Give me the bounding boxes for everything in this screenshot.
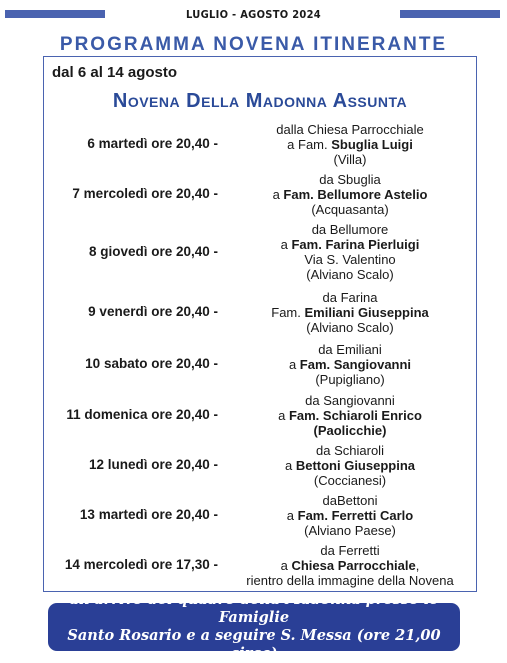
destination-line — [228, 423, 472, 438]
schedule-destination — [228, 342, 472, 387]
destination-line: a Fam. Farina Pierluigi — [280, 237, 420, 252]
destination-line: rientro della immagine della Novena — [246, 573, 454, 588]
family-name: Chiesa Parrocchiale — [291, 558, 416, 573]
destination-line: da Sangiovanni — [305, 393, 395, 408]
family-name: Fam. Farina Pierluigi — [291, 237, 420, 252]
destination-line: da Farina — [322, 290, 378, 305]
destination-line: Fam. Emiliani Giuseppina — [271, 305, 429, 320]
family-name: Bettoni Giuseppina — [295, 458, 415, 473]
schedule-destination — [228, 543, 472, 588]
family-name: Fam. Ferretti Carlo — [297, 508, 414, 523]
family-name: Sbuglia Luigi — [331, 137, 413, 152]
destination-line: dalla Chiesa Parrocchiale — [276, 122, 424, 137]
footer-banner — [48, 591, 460, 662]
destination-line: a Bettoni Giuseppina — [284, 458, 415, 473]
destination-line: da Bellumore — [311, 222, 389, 237]
month-label: LUGLIO - AGOSTO 2024 — [186, 8, 321, 21]
destination-line: (Alviano Scalo) — [306, 320, 394, 335]
destination-line: a Fam. Sangiovanni — [288, 357, 412, 372]
schedule-time: 9 venerdì ore 20,40 - — [88, 304, 218, 319]
destination-line: (Coccianesi) — [313, 473, 387, 488]
destination-line: (Pupigliano) — [315, 372, 385, 387]
destination-line: a Fam. Ferretti Carlo — [286, 508, 414, 523]
family-name: Fam. Schiaroli Enrico — [288, 408, 422, 423]
program-title: PROGRAMMA NOVENA ITINERANTE — [59, 34, 448, 55]
schedule-destination — [228, 443, 472, 488]
schedule-time: 6 martedì ore 20,40 - — [87, 136, 218, 151]
destination-line: (Alviano Paese) — [304, 523, 396, 538]
schedule-time: 12 lunedì ore 20,40 - — [88, 457, 218, 472]
schedule-time: 11 domenica ore 20,40 - — [66, 407, 218, 422]
destination-line: a Fam. Sbuglia Luigi — [287, 137, 413, 152]
family-name: Fam. Bellumore Astelio — [283, 187, 428, 202]
family-name: Emiliani Giuseppina — [304, 305, 429, 320]
destination-line: (Acquasanta) — [311, 202, 389, 217]
dates-range: dal 6 al 14 agosto — [52, 64, 178, 81]
schedule-time: 8 giovedì ore 20,40 - — [88, 244, 218, 259]
destination-line: da Ferretti — [320, 543, 380, 558]
schedule-destination — [228, 172, 472, 217]
schedule-destination — [228, 393, 472, 438]
schedule-destination — [228, 493, 472, 538]
destination-line: da Emiliani — [318, 342, 382, 357]
destination-line: (Villa) — [333, 152, 367, 167]
schedule-time: 7 mercoledì ore 20,40 - — [72, 186, 218, 201]
novena-title: Novena Della Madonna Assunta — [112, 90, 408, 112]
schedule-destination — [228, 290, 472, 335]
schedule-destination — [228, 122, 472, 167]
schedule-time: 14 mercoledì ore 17,30 - — [64, 557, 218, 572]
schedule-time: 13 martedì ore 20,40 - — [79, 507, 218, 522]
destination-line: daBettoni — [322, 493, 378, 508]
destination-line: (Alviano Scalo) — [306, 267, 394, 282]
schedule-destination — [228, 222, 472, 282]
footer-line-2: Santo Rosario e a seguire S. Messa (ore 21,00 circa) — [67, 627, 441, 662]
destination-line: a Fam. Schiaroli Enrico — [278, 408, 422, 423]
footer-line-1: all'arrivo del quadro della Madonna presso le Famiglie — [69, 591, 439, 626]
destination-line: da Schiaroli — [316, 443, 384, 458]
destination-line: da Sbuglia — [319, 172, 381, 187]
schedule-time: 10 sabato ore 20,40 - — [85, 356, 218, 371]
destination-line: Via S. Valentino — [304, 252, 396, 267]
destination-line: a Fam. Bellumore Astelio — [272, 187, 428, 202]
family-name: (Paolicchie) — [313, 423, 387, 438]
family-name: Fam. Sangiovanni — [299, 357, 412, 372]
destination-line: a Chiesa Parrocchiale, — [280, 558, 420, 573]
